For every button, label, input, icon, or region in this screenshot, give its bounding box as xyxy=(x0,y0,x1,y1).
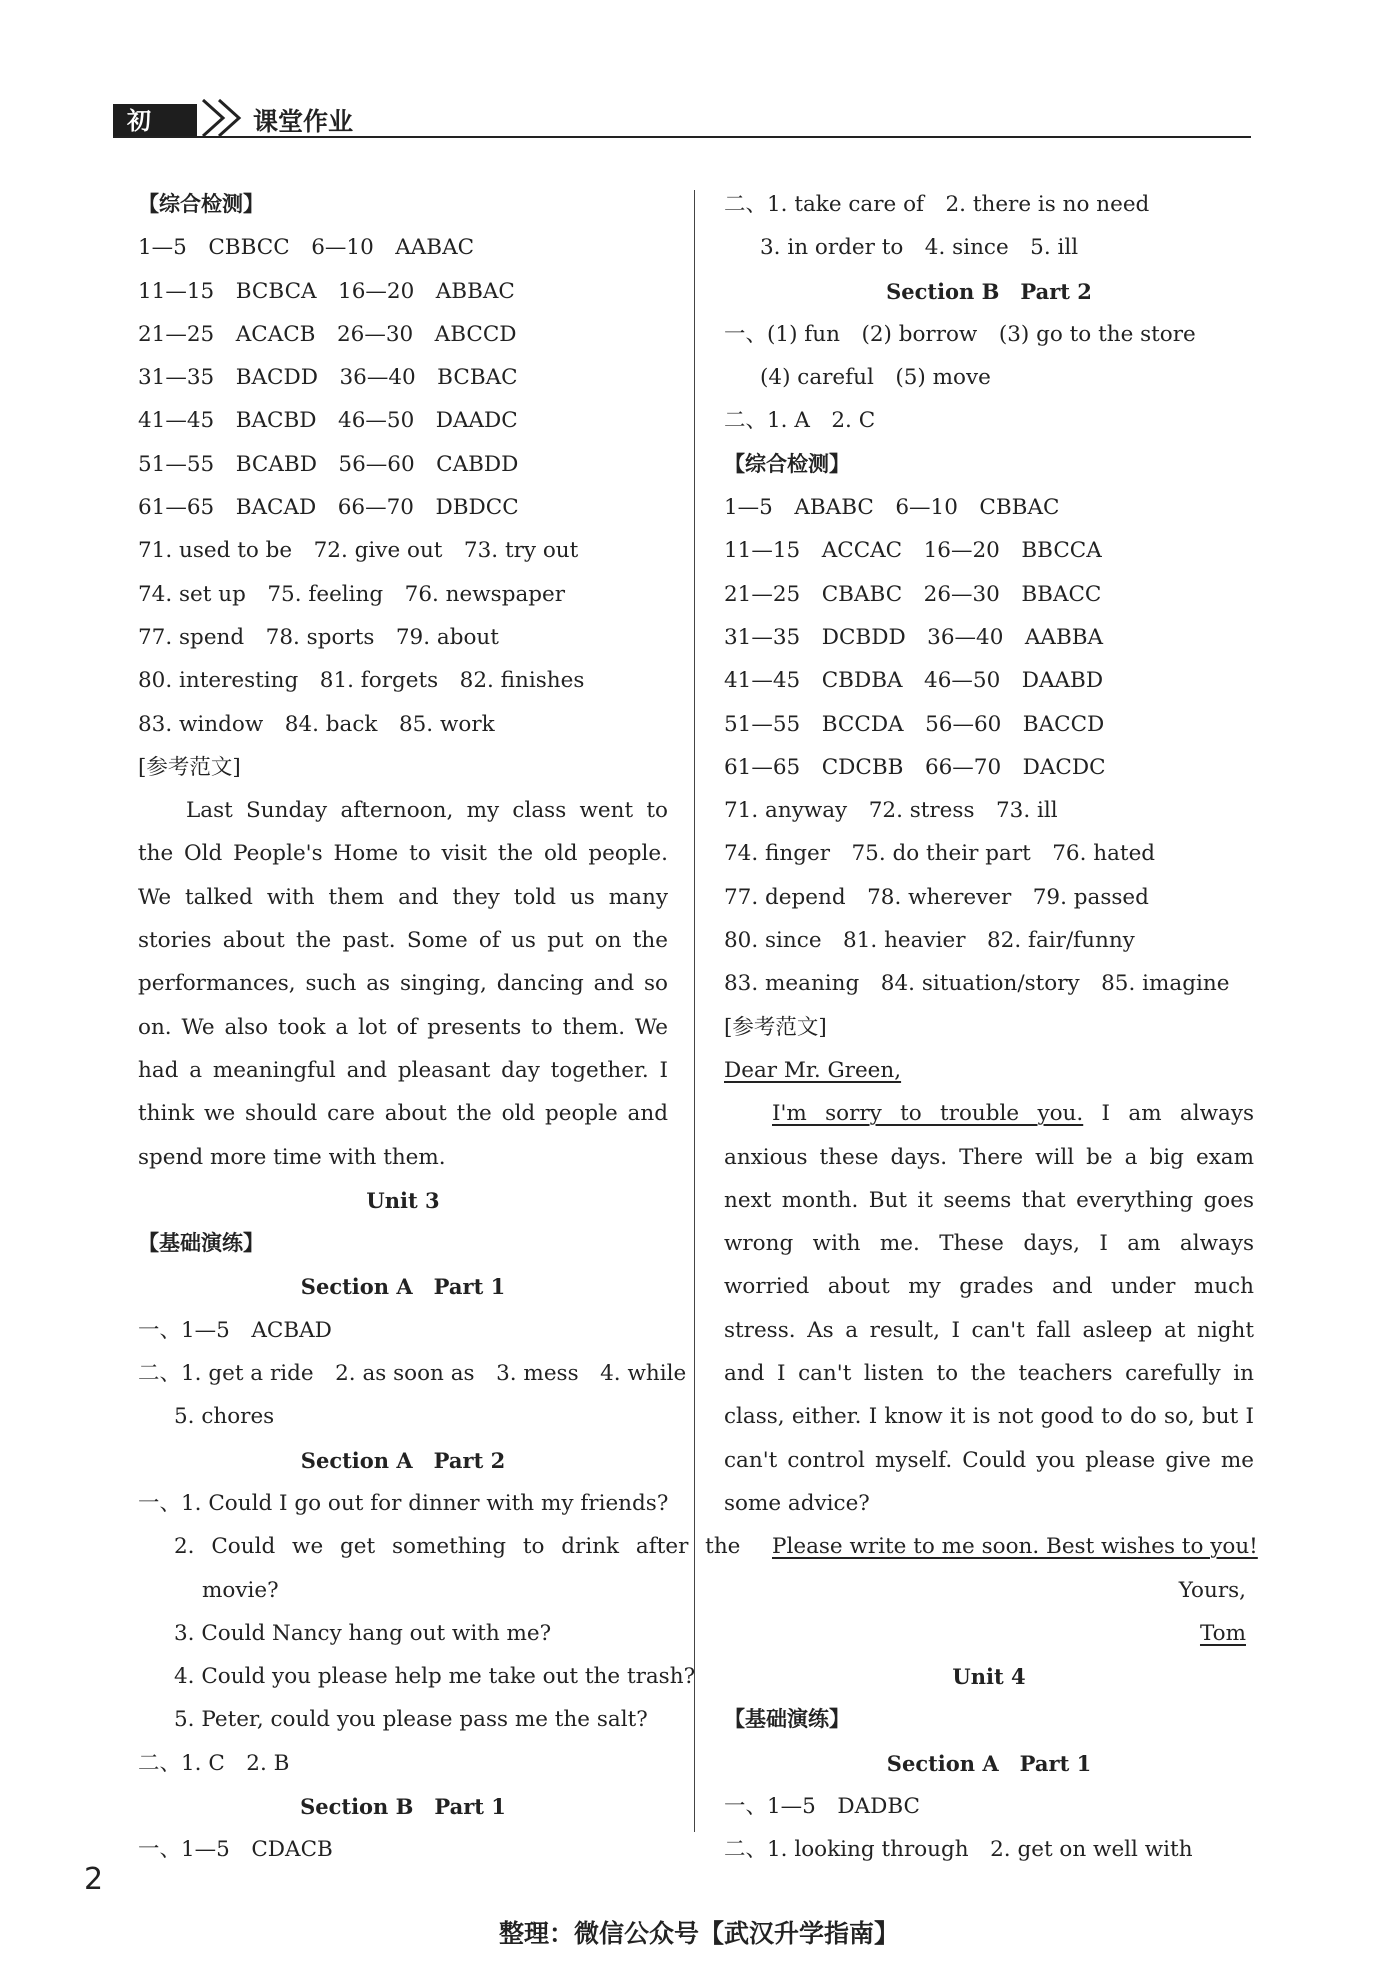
answer-line: 11—15 BCBCA 16—20 ABBAC xyxy=(138,278,515,304)
answer-line: 一、1. Could I go out for dinner with my friends? xyxy=(138,1490,669,1516)
page-number: 2 xyxy=(84,1862,104,1897)
answer-line: 一、(1) fun (2) borrow (3) go to the store xyxy=(724,321,1196,347)
page-header xyxy=(113,98,1251,169)
letter-opening: I'm sorry to trouble you. xyxy=(772,1101,1084,1127)
answer-line: 80. since 81. heavier 82. fair/funny xyxy=(724,928,1135,954)
answer-line: 51—55 BCABD 56—60 CABDD xyxy=(138,451,519,477)
answer-line: 77. depend 78. wherever 79. passed xyxy=(724,884,1149,910)
answer-line: 61—65 CDCBB 66—70 DACDC xyxy=(724,754,1106,780)
sample-essay-label: [参考范文] xyxy=(138,754,241,780)
answer-line: 74. set up 75. feeling 76. newspaper xyxy=(138,581,566,607)
part-heading: Section A Part 1 xyxy=(886,1750,1092,1776)
level-badge: 初 中 xyxy=(113,104,197,138)
letter-body-text: I am always anxious these days. There will be a big exam next month. But it seems that everything goes wrong with me. These days, I am always worried about my grades and under much stress. As a result, I can't fall asleep at night and I can't listen to the teachers carefully in class, either. I know it is not good to do so, but I can't control myself. Could you please give me some advice? xyxy=(724,1101,1255,1516)
answer-line: 21—25 ACACB 26—30 ABCCD xyxy=(138,321,517,347)
answer-line: 31—35 DCBDD 36—40 AABBA xyxy=(724,624,1104,650)
part-heading: Section A Part 2 xyxy=(300,1447,506,1473)
answer-line: 二、1. looking through 2. get on well with xyxy=(724,1837,1193,1863)
letter-body xyxy=(724,1092,1254,1525)
answer-line: 二、1. A 2. C xyxy=(724,408,876,434)
answer-line: 二、1. take care of 2. there is no need xyxy=(724,192,1150,217)
answer-line: 2. Could we get something to drink after the xyxy=(174,1534,741,1560)
answer-line: 一、1—5 ACBAD xyxy=(138,1317,332,1343)
answer-line: 一、1—5 DADBC xyxy=(724,1793,921,1819)
part-heading: Section B Part 1 xyxy=(300,1793,506,1819)
section-heading: 【综合检测】 xyxy=(138,192,264,216)
column-divider xyxy=(694,190,695,1832)
answer-line: 71. used to be 72. give out 73. try out xyxy=(138,538,579,564)
section-heading: 【基础演练】 xyxy=(138,1231,264,1256)
answer-line: 二、1. get a ride 2. as soon as 3. mess 4. while xyxy=(138,1361,687,1387)
sample-essay: Last Sunday afternoon, my class went to the Old People's Home to visit the old people. We talked with them and they told us many stories about the past. Some of us put on the performances, such as singing, dancing and so on. We also took a lot of presents to them. We had a meaningful and pleasant day together. I think we should care about the old people and spend more time with them. xyxy=(138,798,668,1170)
right-column xyxy=(724,183,1258,1872)
answer-line: 83. window 84. back 85. work xyxy=(138,711,495,737)
answer-line: 1—5 CBBCC 6—10 AABAC xyxy=(138,235,475,261)
header-title: 课堂作业 xyxy=(253,107,354,136)
answer-line: 3. in order to 4. since 5. ill xyxy=(760,235,1079,261)
unit-heading: Unit 3 xyxy=(366,1187,440,1213)
answer-line: 5. Peter, could you please pass me the salt? xyxy=(174,1707,648,1733)
answer-line: 4. Could you please help me take out the trash? xyxy=(174,1664,696,1690)
greeting-text: Dear Mr. Green, xyxy=(724,1057,902,1083)
closing-text: Please write to me soon. Best wishes to you! xyxy=(772,1534,1258,1560)
section-heading: 【综合检测】 xyxy=(724,451,850,476)
letter-signature xyxy=(724,1612,1254,1655)
answer-line: 5. chores xyxy=(174,1404,275,1430)
part-heading: Section A Part 1 xyxy=(300,1274,506,1300)
answer-line: 74. finger 75. do their part 76. hated xyxy=(724,841,1156,867)
left-column xyxy=(138,183,741,1872)
answer-line: movie? xyxy=(202,1577,279,1603)
answer-line: 83. meaning 84. situation/story 85. imagine xyxy=(724,971,1230,997)
answer-line: 71. anyway 72. stress 73. ill xyxy=(724,798,1058,824)
answer-line: 61—65 BACAD 66—70 DBDCC xyxy=(138,495,519,521)
footer-source: 整理：微信公众号【武汉升学指南】 xyxy=(498,1919,899,1948)
answer-line: 3. Could Nancy hang out with me? xyxy=(174,1620,552,1646)
answer-line: 41—45 BACBD 46—50 DAADC xyxy=(138,408,518,434)
signature-name: Tom xyxy=(1199,1620,1246,1646)
answer-line: 1—5 ABABC 6—10 CBBAC xyxy=(724,495,1060,521)
answer-line: (4) careful (5) move xyxy=(760,365,991,391)
letter-greeting xyxy=(724,1049,1254,1092)
answer-line: 二、1. C 2. B xyxy=(138,1750,290,1776)
answer-line: 一、1—5 CDACB xyxy=(138,1837,333,1863)
section-heading: 【基础演练】 xyxy=(724,1707,850,1732)
sample-essay-label: [参考范文] xyxy=(724,1014,827,1040)
answer-line: 80. interesting 81. forgets 82. finishes xyxy=(138,668,585,694)
answer-line: 41—45 CBDBA 46—50 DAABD xyxy=(724,668,1104,694)
header-rule xyxy=(113,136,1251,138)
answer-line: 51—55 BCCDA 56—60 BACCD xyxy=(724,711,1105,737)
answer-line: 77. spend 78. sports 79. about xyxy=(138,624,499,650)
double-chevron-icon xyxy=(197,98,253,138)
answer-line: 21—25 CBABC 26—30 BBACC xyxy=(724,581,1102,607)
letter-signoff: Yours, xyxy=(1178,1577,1246,1603)
answer-line: 11—15 ACCAC 16—20 BBCCA xyxy=(724,538,1102,564)
answer-line: 31—35 BACDD 36—40 BCBAC xyxy=(138,365,518,391)
part-heading: Section B Part 2 xyxy=(886,278,1092,304)
unit-heading: Unit 4 xyxy=(952,1664,1026,1690)
letter-closing xyxy=(724,1525,1258,1568)
